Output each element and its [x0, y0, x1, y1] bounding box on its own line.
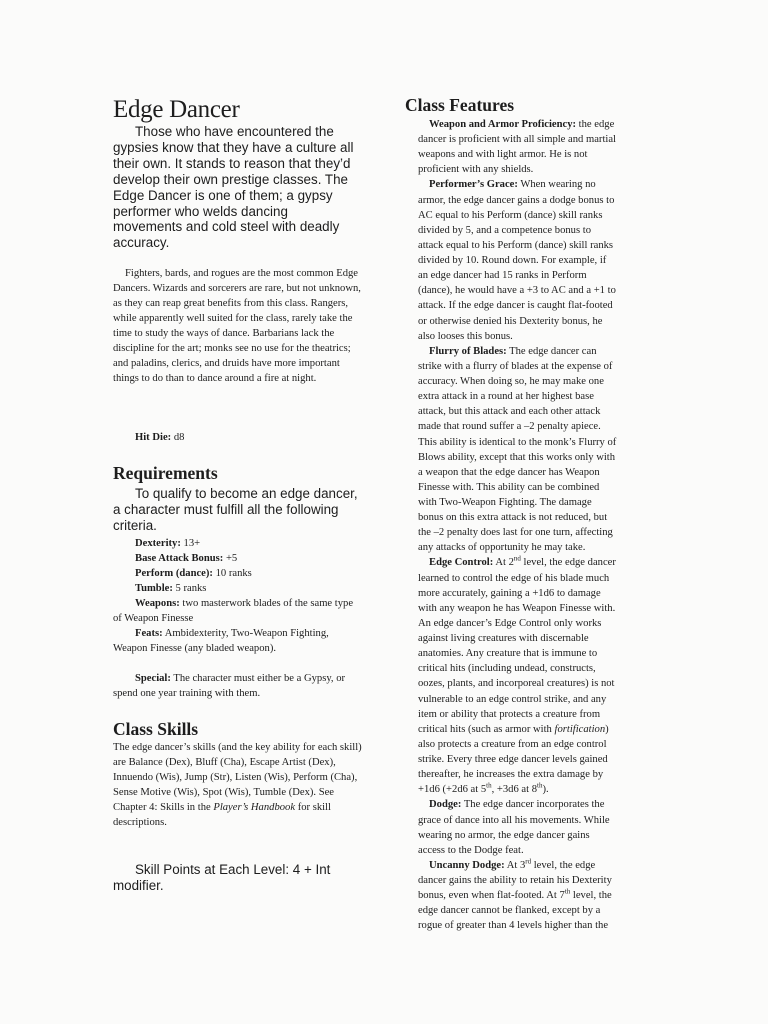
feature-line: also protects a creature from an edge control	[418, 738, 607, 750]
class-skills-text: The edge dancer’s skills (and the key ability for each skill) are Balance (Dex), Bluff (Cha), Escape Artist (Dex), Innuendo (Wis), Jump (Str), Listen (Wis), Perform (Cha), Sense Motive (Wis), Spot (Wis), Tumble (Dex). See Chapter 4: Skills in the Player’s Handbook for skill descriptions.	[113, 742, 362, 829]
feature-line: anatomies. Any creature that is immune to	[418, 648, 598, 660]
feature-line: This ability is identical to the monk’s Flurry of	[418, 436, 617, 448]
feature-line: rogue of greater than 4 levels higher than the	[418, 920, 609, 932]
feature-line: attack, but this attack and each other attack	[418, 406, 601, 418]
class-skills-heading: Class Skills	[113, 719, 199, 739]
feature-line: attack equal to his Perform (dance) skill ranks	[418, 239, 614, 251]
feature-line: critical hits (such as armor with fortification)	[418, 723, 609, 735]
feature-line: thereafter, he increases the extra damage by	[418, 769, 604, 781]
class-features-heading: Class Features	[405, 95, 515, 115]
feature-line: bonus, even when flat-footed. At 7th level, the	[418, 887, 612, 902]
req-tumble: Tumble: 5 ranks	[135, 583, 207, 594]
feature-line: vulnerable to an edge control strike, and any	[418, 693, 607, 705]
req-feats: Feats: Ambidexterity, Two-Weapon Fighting, Weapon Finesse (any bladed weapon).	[113, 628, 329, 655]
feature-line: the –2 penalty does last for one turn, affecting	[418, 527, 613, 539]
feature-line: edge dancer cannot be flanked, except by a	[418, 905, 601, 917]
hit-die: Hit Die: d8	[135, 432, 185, 443]
feature-line: divided by 10. Round down. For example, if	[418, 255, 607, 267]
feature-line: (dance), he would have a +3 to AC and a +1 to	[418, 285, 616, 297]
feature-line: more accurately, gaining a +1d6 to damage	[418, 587, 601, 599]
feature-line: +1d6 (+2d6 at 5th, +3d6 at 8th).	[418, 781, 549, 796]
req-weapons: Weapons: two masterwork blades of the same type of Weapon Finesse	[113, 598, 354, 625]
requirements-heading: Requirements	[113, 463, 218, 483]
req-dexterity: Dexterity: 13+	[135, 538, 201, 549]
feature-line: grace of dance into all his movements. While	[418, 814, 610, 826]
feature-line: wearing no armor, the edge dancer gains	[418, 829, 590, 841]
req-special: Special: The character must either be a Gypsy, or spend one year training with them.	[113, 673, 346, 700]
feature-line: critical hits (including undead, constructs,	[418, 663, 596, 675]
feature-line: oozes, plants, and incorporeal creatures) is not	[418, 678, 615, 690]
feature-line: strike with a flurry of blades at the expense of	[418, 360, 613, 372]
feature-line: with Two-Weapon Fighting. The damage	[418, 497, 592, 508]
feature-line: any attacks of opportunity he may take.	[418, 542, 586, 554]
feature-line: extra attack in a round at her highest base	[418, 391, 594, 403]
feature-line: AC equal to his Perform (dance) skill ranks	[418, 209, 603, 221]
feature-line: dancer gains the ability to retain his Dexterity	[418, 875, 612, 886]
feature-line: proficient with any shields.	[418, 164, 534, 176]
feature-line: accuracy. When doing so, he may make one	[418, 376, 604, 388]
feature-line: Finesse with. This ability can be combined	[418, 481, 600, 493]
feature-line: item or ability that protects a creature from	[418, 708, 601, 720]
feature-line: strike. Every three edge dancer levels gained	[418, 754, 608, 766]
skill-points: Skill Points at Each Level: 4 + Int modifier.	[113, 862, 331, 893]
feature-line: divided by 5, and a competence bonus to	[418, 224, 591, 236]
feature-line: dancer is proficient with all simple and martial	[418, 134, 616, 146]
req-perform: Perform (dance): 10 ranks	[135, 568, 252, 579]
feature-line: weapons and with light armor. He is not	[418, 149, 588, 161]
feature-line: made that round suffer a –2 penalty apiece.	[418, 421, 601, 433]
feature-line: with any weapon he has Weapon Finesse with.	[418, 602, 616, 614]
feature-line: armor, the edge dancer gains a dodge bonus to	[418, 194, 615, 206]
feature-line: also looses this bonus.	[418, 330, 513, 342]
feature-line: Edge Control: At 2nd level, the edge dancer	[429, 554, 616, 569]
feature-line: Flurry of Blades: The edge dancer can	[429, 345, 597, 357]
feature-line: a weapon that the edge dancer has Weapon	[418, 466, 600, 478]
feature-line: an edge dancer had 15 ranks in Perform	[418, 270, 587, 282]
feature-line: An edge dancer’s Edge Control only works	[418, 617, 602, 629]
feature-line: against living creatures with discernable	[418, 633, 589, 645]
feature-line: learned to control the edge of his blade much	[418, 572, 610, 584]
feature-line: bonus on this extra attack is not reduced, but	[418, 512, 608, 524]
feature-line: or otherwise denied his Dexterity bonus, he	[418, 315, 603, 327]
feature-line: attack. If the edge dancer is caught flat-footed	[418, 300, 613, 312]
intro-detail-paragraph: Fighters, bards, and rogues are the most common Edge Dancers. Wizards and sorcerers are rare, but not unknown, as they can reap great benefits from this class. Rangers, while apparently well suited for the class, rarely take the time to study the ways of dance. Barbarians lack the discipline for the art; monks see no use for the theatrics; and paladins, clerics, and druids have more important things to do than to dance around a fire at night.	[113, 268, 361, 385]
intro-paragraph: Those who have encountered the gypsies know that they have a culture all their own. It stands to reason that they’d develop their own prestige classes. The Edge Dancer is one of them; a gypsy performer who welds dancing movements and cold steel with deadly accuracy.	[113, 124, 354, 251]
feature-line: Performer’s Grace: When wearing no	[429, 179, 596, 191]
feature-line: access to the Dodge feat.	[418, 844, 524, 856]
feature-line: Uncanny Dodge: At 3rd level, the edge	[429, 857, 596, 871]
req-base-attack: Base Attack Bonus: +5	[135, 553, 238, 564]
feature-line: Weapon and Armor Proficiency: the edge	[429, 119, 615, 130]
feature-line: Blows ability, except that this works only with	[418, 451, 616, 463]
feature-line: Dodge: The edge dancer incorporates the	[429, 799, 605, 811]
requirements-intro: To qualify to become an edge dancer, a character must fulfill all the following criteria.	[113, 486, 358, 533]
page-title: Edge Dancer	[113, 96, 240, 123]
